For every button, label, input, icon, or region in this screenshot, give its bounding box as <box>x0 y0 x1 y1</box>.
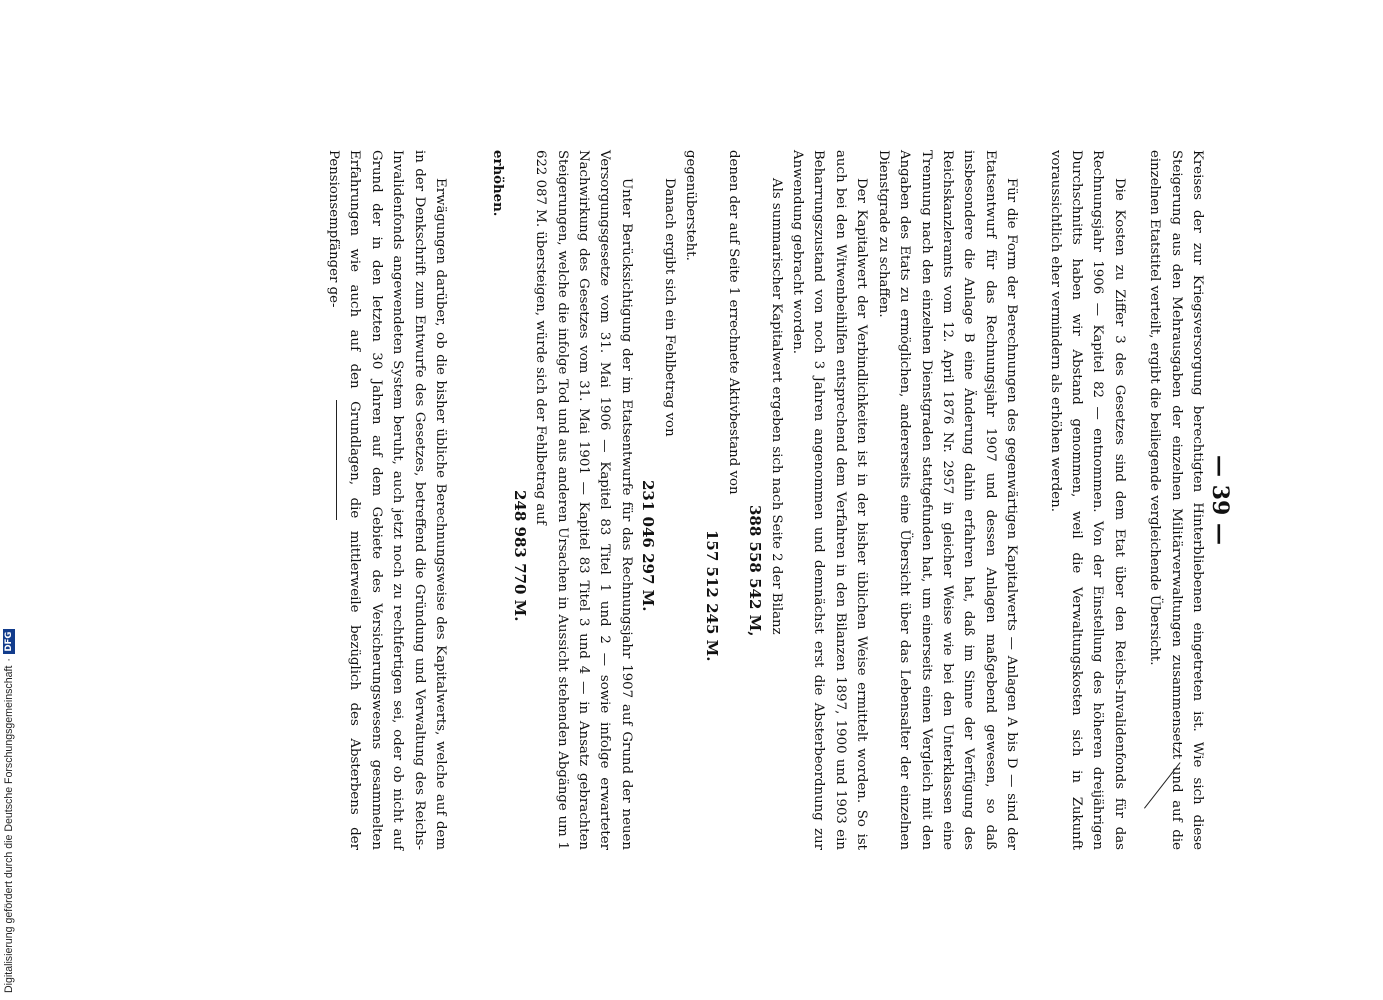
dfg-logo-icon: DFG <box>3 629 15 654</box>
amount-deficit-total: 248 983 770 M. <box>510 490 529 622</box>
footer-credit: Digitalisierung gefördert durch die Deutsche Forschungsgemeinschaft · DFG <box>3 629 15 993</box>
paragraph: Unter Berücksichtigung der im Etatsentwurfe für das Rechnungsjahr 1907 auf Grund der neuen Versorgungsgesetze vom 31. Mai 1906 — Kapitel 83 Titel 1 und 2 — sowie infolge erwarteter Nachwirkung des Gesetzes vom 31. Mai 1901 — Kapitel 83 Titel 3 und 4 — in Ansatz gebrachten Steigerungen, welche die infolge Tod und aus anderen Ursachen in Aussicht stehenden Abgänge um 1 622 087 M. übersteigen, würde sich der Fehlbetrag auf <box>533 150 634 850</box>
rotated-text-block <box>130 150 1240 850</box>
text-line: erhöhen. <box>490 150 506 217</box>
paragraph: Für die Form der Berechnungen des gegenwärtigen Kapitalwerts — Anlagen A bis D — sind der Etatsentwurf für das Rechnungsjahr 1907 und dessen Anlagen maßgebend gewesen, so daß insbesondere die Anlage B eine Änderung dahin erfahren hat, daß im Sinne der Verfügung des Reichskanzleramts vom 12. April 1876 Nr. 2957 in gleicher Weise wie bei den Unterklassen eine Trennung nach den einzelnen Dienstgraden stattgefunden hat, um einerseits einen Vergleich mit den Angaben des Etats zu ermöglichen, andererseits eine Übersicht über das Lebensalter der einzelnen Dienstgrade zu schaffen. <box>875 150 1020 850</box>
amount-assets: 157 512 245 M. <box>703 530 722 662</box>
paragraph: Kreises der zur Kriegsversorgung berechtigten Hinterbliebenen eingetreten ist. Wie sich diese Steigerung aus den Mehrausgaben der einzelnen Militärverwaltungen zusammensetzt und auf die einzelnen Etatstitel verteilt, ergibt die beiliegende vergleichende Übersicht. <box>1147 150 1205 850</box>
text-line: denen der auf Seite 1 errechnete Aktivbestand von <box>725 150 741 495</box>
paragraph: Erwägungen darüber, ob die bisher übliche Berechnungsweise des Kapitalwerts, welche auf dem in der Denkschrift zum Entwurfe des Gesetzes, betreffend die Gründung und Verwaltung des Reichs-Invalidenfonds angewendeten System beruht, auch jetzt noch zu rechtfertigen sei, oder ob nicht auf Grund der in den letzten 30 Jahren auf dem Gebiete des Versicherungswesens gesammelten Erfahrungen wie auch auf den Grundlagen, die mittlerweile bezüglich des Absterbens der Pensionsempfänger ge- <box>325 150 448 850</box>
footer-text: Digitalisierung gefördert durch die Deutsche Forschungsgemeinschaft <box>3 665 15 993</box>
paragraph: Die Kosten zu Ziffer 3 des Gesetzes sind dem Etat über den Reichs-Invalidenfonds für das Rechnungsjahr 1906 — Kapitel 82 — entnommen. Von der Einstellung des höheren dreijährigen Durchschnitts haben wir Abstand genommen, weil die Verwaltungskosten sich in Zukunft voraussichtlich eher vermindern als erhöhen werden. <box>1047 150 1127 850</box>
amount-capital-value: 388 558 542 M, <box>746 505 765 637</box>
page-number: — 39 — <box>1207 455 1233 545</box>
paragraph: Der Kapitalwert der Verbindlichkeiten ist in der bisher üblichen Weise ermittelt worden. So ist auch bei den Witwenbeihilfen entsprechend dem Verfahren in den Bilanzen 1897, 1900 und 1903 ein Beharrungszustand von noch 3 Jahren angenommen und demnächst erst die Absterbeordnung zur Anwendung gebracht worden. <box>790 150 870 850</box>
amount-deficit: 231 046 297 M. <box>639 480 658 612</box>
paragraph: Als summarischer Kapitalwert ergeben sich nach Seite 2 der Bilanz <box>768 178 784 635</box>
text-line: gegenübersteht. <box>683 150 699 261</box>
document-body <box>323 150 1208 850</box>
horizontal-rule <box>336 400 337 520</box>
text-line: Danach ergibt sich ein Fehlbetrag von <box>661 178 677 437</box>
